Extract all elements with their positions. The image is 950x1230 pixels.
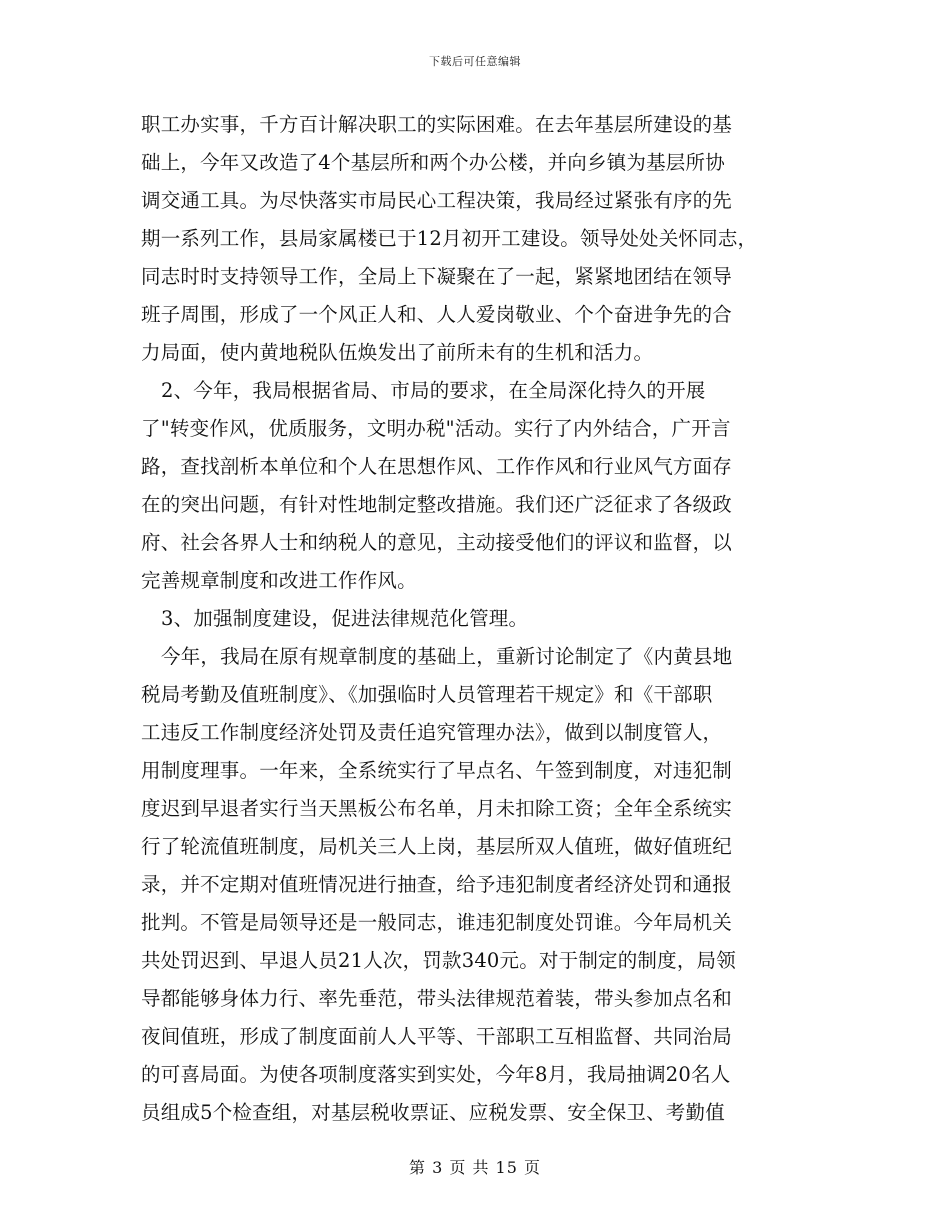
body-text-line: 用制度理事。一年来，全系统实行了早点名、午签到制度，对违犯制	[141, 759, 733, 782]
body-text-line: 录，并不定期对值班情况进行抽查，给予违犯制度者经济处罚和通报	[141, 873, 733, 896]
body-text-line: 导都能够身体力行、率先垂范，带头法律规范着装，带头参加点名和	[141, 987, 733, 1010]
body-text-line: 班子周围，形成了一个风正人和、人人爱岗敬业、个个奋进争先的合	[141, 303, 733, 326]
body-text-line: 夜间值班，形成了制度面前人人平等、干部职工互相监督、共同治局	[141, 1025, 733, 1048]
body-text-line: 了"转变作风，优质服务，文明办税"活动。实行了内外结合，广开言	[141, 417, 731, 440]
body-text-line: 度迟到早退者实行当天黑板公布名单，月未扣除工资；全年全系统实	[141, 797, 733, 820]
body-text-line: 工违反工作制度经济处罚及责任追究管理办法》，做到以制度管人，	[141, 721, 723, 744]
body-text-line: 在的突出问题，有针对性地制定整改措施。我们还广泛征求了各级政	[141, 493, 733, 516]
body-text-line: 3、加强制度建设，促进法律规范化管理。	[161, 607, 529, 630]
body-text-line: 府、社会各界人士和纳税人的意见，主动接受他们的评议和监督，以	[141, 531, 733, 554]
body-text-line: 调交通工具。为尽快落实市局民心工程决策，我局经过紧张有序的先	[141, 189, 733, 212]
body-text-line: 职工办实事，千方百计解决职工的实际困难。在去年基层所建设的基	[141, 113, 733, 136]
page-number-footer: 第 3 页 共 15 页	[409, 1158, 541, 1177]
document-body	[141, 106, 821, 1132]
body-text-line: 员组成5个检查组，对基层税收票证、应税发票、安全保卫、考勤值	[141, 1101, 725, 1124]
body-text-line: 路，查找剖析本单位和个人在思想作风、工作作风和行业风气方面存	[141, 455, 733, 478]
body-text-line: 今年，我局在原有规章制度的基础上，重新讨论制定了《内黄县地	[161, 645, 733, 668]
body-text-line: 2、今年，我局根据省局、市局的要求，在全局深化持久的开展	[161, 379, 706, 402]
body-text-line: 行了轮流值班制度，局机关三人上岗，基层所双人值班，做好值班纪	[141, 835, 733, 858]
body-text-line: 共处罚迟到、早退人员21人次，罚款340元。对于制定的制度，局领	[141, 949, 736, 972]
body-text-line: 同志时时支持领导工作，全局上下凝聚在了一起，紧紧地团结在领导	[141, 265, 733, 288]
body-text-line: 力局面，使内黄地税队伍焕发出了前所未有的生机和活力。	[141, 341, 654, 364]
body-text-line: 的可喜局面。为使各项制度落实到实处，今年8月，我局抽调20名人	[141, 1063, 731, 1086]
body-text-line: 期一系列工作，县局家属楼已于12月初开工建设。领导处处关怀同志，	[141, 227, 758, 250]
body-text-line: 批判。不管是局领导还是一般同志，谁违犯制度处罚谁。今年局机关	[141, 911, 733, 934]
page-header: 下载后可任意编辑	[429, 55, 521, 68]
body-text-line: 础上，今年又改造了4个基层所和两个办公楼，并向乡镇为基层所协	[141, 151, 725, 174]
body-text-line: 完善规章制度和改进工作作风。	[141, 569, 417, 592]
body-text-line: 税局考勤及值班制度》、《加强临时人员管理若干规定》和《干部职	[141, 683, 713, 706]
